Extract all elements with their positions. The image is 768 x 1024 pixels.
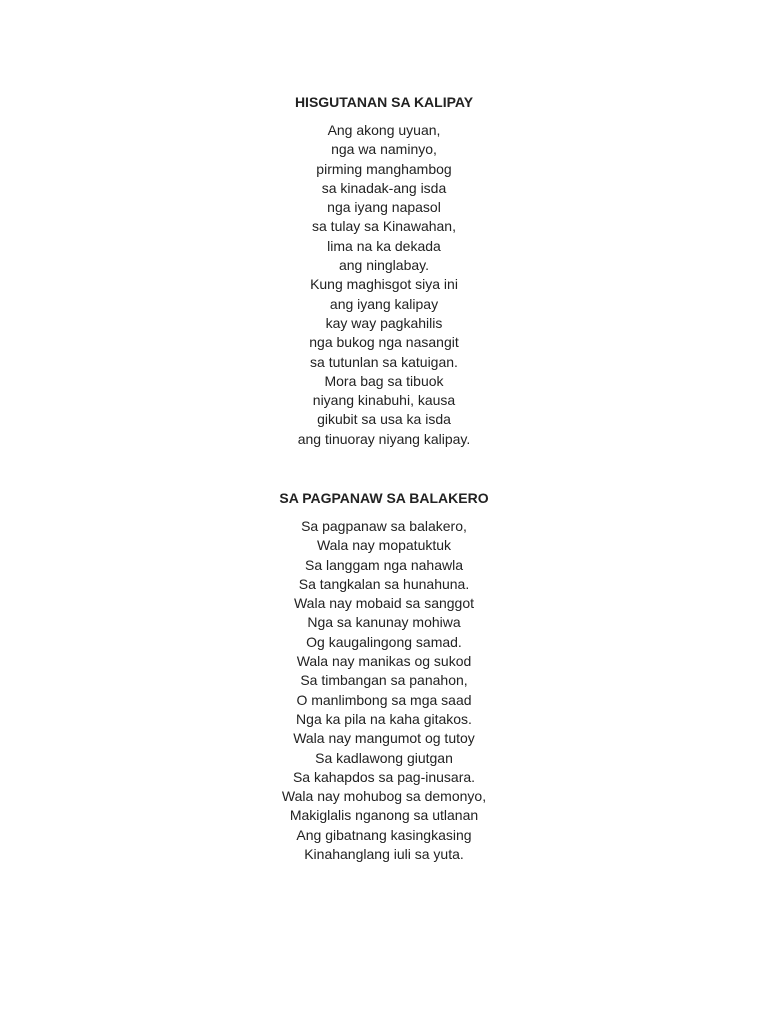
poem-line: ang iyang kalipay — [329, 295, 439, 312]
poem-line: O manlimbong sa mga saad — [296, 691, 472, 708]
poem-line: Nga sa kanunay mohiwa — [307, 614, 461, 631]
poem-line: gikubit sa usa ka isda — [317, 411, 451, 428]
poem-line: ang tinuoray niyang kalipay. — [297, 430, 471, 447]
poem-body — [0, 517, 768, 864]
poem-line: Wala nay mopatuktuk — [316, 537, 452, 554]
poem-body — [0, 121, 768, 449]
poem-line: nga iyang napasol — [327, 199, 441, 216]
poem-line: Makiglalis nganong sa utlanan — [289, 807, 479, 824]
poem-line: kay way pagkahilis — [325, 314, 443, 331]
poem-line: Wala nay mobaid sa sanggot — [293, 595, 475, 612]
poem-line: lima na ka dekada — [327, 237, 441, 254]
poem-line: Og kaugalingong samad. — [306, 633, 462, 650]
poem-line: Sa langgam nga nahawla — [304, 556, 463, 573]
poem-line: nga bukog nga nasangit — [309, 334, 459, 351]
poem-line: niyang kinabuhi, kausa — [312, 392, 456, 409]
poem-line: Kinahanglang iuli sa yuta. — [304, 846, 464, 863]
poem-line: Sa pagpanaw sa balakero, — [301, 518, 467, 534]
poem-line: Ang akong uyuan, — [327, 122, 441, 138]
poem-line: sa kinadak-ang isda — [321, 179, 447, 196]
poem-line: Kung maghisgot siya ini — [310, 276, 458, 293]
poem-line: Nga ka pila na kaha gitakos. — [296, 710, 472, 727]
poem-line: Sa kahapdos sa pag-inusara. — [292, 768, 476, 785]
poem-line: nga wa naminyo, — [331, 141, 437, 158]
poem-line: Ang gibatnang kasingkasing — [296, 826, 472, 843]
poem-line: Sa timbangan sa panahon, — [300, 672, 468, 689]
poem-line: Wala nay mohubog sa demonyo, — [281, 788, 487, 805]
poem-line: Sa tangkalan sa hunahuna. — [298, 575, 470, 592]
poem-title: SA PAGPANAW SA BALAKERO — [279, 490, 489, 506]
poem-title: HISGUTANAN SA KALIPAY — [294, 94, 474, 110]
poem-line: pirming manghambog — [316, 160, 452, 177]
poem-line: sa tutunlan sa katuigan. — [310, 353, 458, 370]
poem-line: Wala nay manikas og sukod — [296, 653, 472, 670]
poem-line: Wala nay mangumot og tutoy — [293, 730, 475, 747]
poem-hisgutanan-sa-kalipay — [0, 92, 768, 449]
poem-line: Sa kadlawong giutgan — [315, 749, 453, 766]
poem-line: sa tulay sa Kinawahan, — [312, 218, 456, 235]
poem-line: Mora bag sa tibuok — [324, 372, 444, 389]
poem-sa-pagpanaw-sa-balakero — [0, 488, 768, 864]
poem-line: ang ninglabay. — [338, 257, 430, 274]
